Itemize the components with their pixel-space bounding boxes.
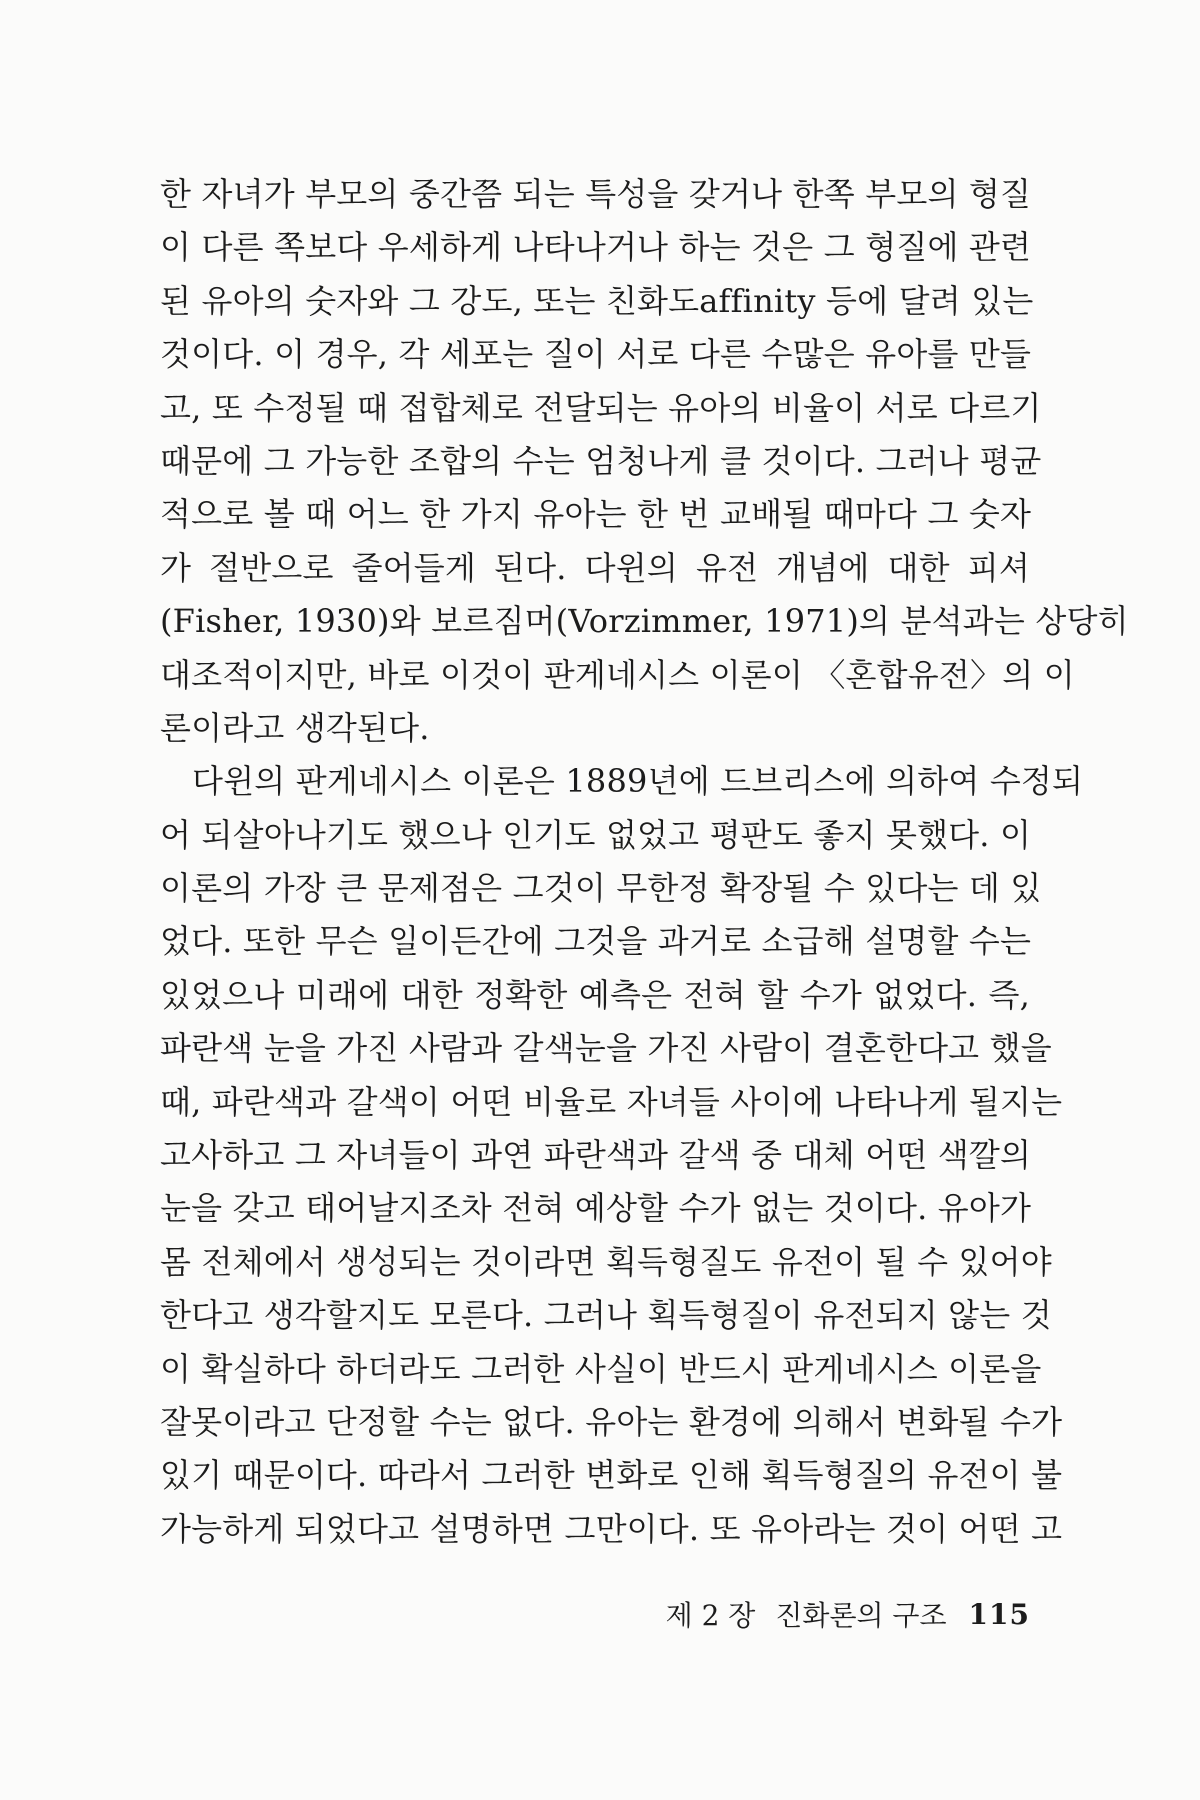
text-line: 몸 전체에서 생성되는 것이라면 획득형질도 유전이 될 수 있어야 <box>160 1242 1052 1281</box>
text-line: 때문에 그 가능한 조합의 수는 엄청나게 클 것이다. 그러나 평균 <box>160 441 1042 480</box>
text-line: 있었으나 미래에 대한 정확한 예측은 전혀 할 수가 없었다. 즉, <box>160 975 1030 1014</box>
paragraph-1 <box>160 168 1129 755</box>
text-line: 이 다른 쪽보다 우세하게 나타나거나 하는 것은 그 형질에 관련 <box>160 228 1032 267</box>
page-number: 115 <box>968 1597 1030 1631</box>
text-line: 이 확실하다 하더라도 그러한 사실이 반드시 판게네시스 이론을 <box>160 1349 1042 1388</box>
text-line: 고, 또 수정될 때 접합체로 전달되는 유아의 비율이 서로 다르기 <box>160 388 1042 427</box>
text-line: 적으로 볼 때 어느 한 가지 유아는 한 번 교배될 때마다 그 숫자 <box>160 495 1032 534</box>
text-line: 것이다. 이 경우, 각 세포는 질이 서로 다른 수많은 유아를 만들 <box>160 335 1032 374</box>
text-line: 눈을 갖고 태어날지조차 전혀 예상할 수가 없는 것이다. 유아가 <box>160 1189 1032 1228</box>
text-line: 이론의 가장 큰 문제점은 그것이 무한정 확장될 수 있다는 데 있 <box>160 869 1042 908</box>
text-line: 었다. 또한 무슨 일이든간에 그것을 과거로 소급해 설명할 수는 <box>160 922 1032 961</box>
text-line: 파란색 눈을 가진 사람과 갈색눈을 가진 사람이 결혼한다고 했을 <box>160 1029 1052 1068</box>
text-line: (Fisher, 1930)와 보르짐머(Vorzimmer, 1971)의 분석과는 상당히 <box>160 602 1129 641</box>
text-line: 한 자녀가 부모의 중간쯤 되는 특성을 갖거나 한쪽 부모의 형질 <box>160 175 1032 213</box>
text-line: 잘못이라고 단정할 수는 없다. 유아는 환경에 의해서 변화될 수가 <box>160 1402 1063 1441</box>
body-text <box>160 168 1129 1556</box>
text-line: 다윈의 판게네시스 이론은 1889년에 드브리스에 의하여 수정되 <box>192 762 1084 801</box>
text-line: 가능하게 되었다고 설명하면 그만이다. 또 유아라는 것이 어떤 고 <box>160 1509 1063 1548</box>
chapter-title: 진화론의 구조 <box>775 1599 947 1632</box>
text-line: 론이라고 생각된다. <box>160 708 430 747</box>
text-line: 고사하고 그 자녀들이 과연 파란색과 갈색 중 대체 어떤 색깔의 <box>160 1136 1032 1175</box>
chapter-label: 제 2 장 <box>665 1599 756 1632</box>
text-line: 어 되살아나기도 했으나 인기도 없었고 평판도 좋지 못했다. 이 <box>160 815 1032 854</box>
text-line: 된 유아의 숫자와 그 강도, 또는 친화도affinity 등에 달려 있는 <box>160 281 1034 320</box>
paragraph-2 <box>160 755 1084 1556</box>
page-footer <box>640 1592 1030 1636</box>
text-line: 가 절반으로 줄어들게 된다. 다윈의 유전 개념에 대한 피셔 <box>160 548 1030 587</box>
text-line: 한다고 생각할지도 모른다. 그러나 획득형질이 유전되지 않는 것 <box>160 1296 1052 1335</box>
text-line: 있기 때문이다. 따라서 그러한 변화로 인해 획득형질의 유전이 불 <box>160 1456 1063 1495</box>
text-line: 대조적이지만, 바로 이것이 판게네시스 이론이 〈혼합유전〉의 이 <box>160 655 1075 694</box>
text-line: 때, 파란색과 갈색이 어떤 비율로 자녀들 사이에 나타나게 될지는 <box>160 1082 1063 1121</box>
